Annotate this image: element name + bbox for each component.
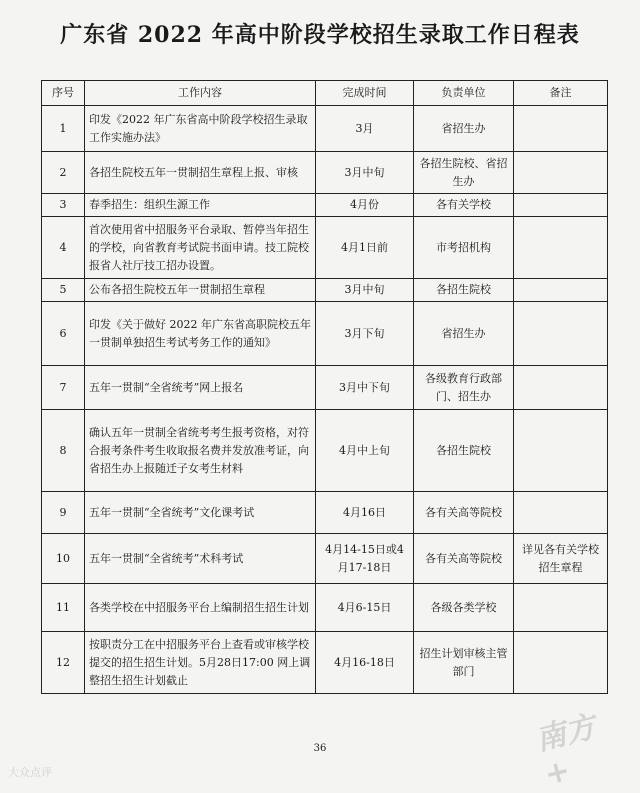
page-title: 广东省 2022 年高中阶段学校招生录取工作日程表: [60, 22, 580, 48]
header-unit: 负责单位: [414, 81, 514, 106]
row-number: 9: [42, 492, 85, 534]
watermark-stamp: 南方+: [532, 709, 600, 793]
row-unit: 市考招机构: [414, 217, 514, 279]
row-unit: 省招生办: [414, 106, 514, 152]
table-row: [42, 279, 608, 302]
row-unit: 招生计划审核主管部门: [414, 632, 514, 694]
row-note: [514, 106, 608, 152]
row-number: 3: [42, 194, 85, 217]
row-number: 4: [42, 217, 85, 279]
row-time: 4月16-18日: [316, 632, 414, 694]
table-header-row: [42, 81, 608, 106]
row-number: 1: [42, 106, 85, 152]
row-time: 4月中上旬: [316, 410, 414, 492]
row-content: 五年一贯制“全省统考”网上报名: [85, 366, 316, 410]
row-note: [514, 302, 608, 366]
row-note: [514, 217, 608, 279]
row-content: 春季招生：组织生源工作: [85, 194, 316, 217]
row-time: 3月中旬: [316, 152, 414, 194]
table-row: [42, 366, 608, 410]
row-unit: 省招生办: [414, 302, 514, 366]
row-time: 4月14-15日或4月17-18日: [316, 534, 414, 584]
row-unit: 各招生院校: [414, 279, 514, 302]
row-note: 详见各有关学校招生章程: [514, 534, 608, 584]
row-note: [514, 194, 608, 217]
table-row: [42, 194, 608, 217]
table-row: [42, 302, 608, 366]
row-unit: 各级各类学校: [414, 584, 514, 632]
row-content: 印发《关于做好 2022 年广东省高职院校五年一贯制单独招生考试考务工作的通知》: [85, 302, 316, 366]
row-unit: 各有关学校: [414, 194, 514, 217]
row-note: [514, 492, 608, 534]
row-number: 7: [42, 366, 85, 410]
row-content: 公布各招生院校五年一贯制招生章程: [85, 279, 316, 302]
row-number: 10: [42, 534, 85, 584]
row-note: [514, 410, 608, 492]
table-row: [42, 152, 608, 194]
row-note: [514, 632, 608, 694]
table-row: [42, 632, 608, 694]
row-number: 12: [42, 632, 85, 694]
row-unit: 各级教育行政部门、招生办: [414, 366, 514, 410]
row-content: 五年一贯制“全省统考”术科考试: [85, 534, 316, 584]
row-time: 4月16日: [316, 492, 414, 534]
watermark-logo: 大众点评: [8, 766, 52, 779]
row-note: [514, 584, 608, 632]
page-number: 36: [313, 743, 327, 754]
row-note: [514, 279, 608, 302]
row-number: 2: [42, 152, 85, 194]
table-row: [42, 410, 608, 492]
row-number: 8: [42, 410, 85, 492]
table-row: [42, 584, 608, 632]
row-content: 确认五年一贯制全省统考考生报考资格，对符合报考条件考生收取报名费并发放准考证，向省招生办上报随迁子女考生材料: [85, 410, 316, 492]
row-number: 11: [42, 584, 85, 632]
table-row: [42, 534, 608, 584]
header-note: 备注: [514, 81, 608, 106]
row-unit: 各招生院校: [414, 410, 514, 492]
row-content: 五年一贯制“全省统考”文化课考试: [85, 492, 316, 534]
row-number: 5: [42, 279, 85, 302]
row-content: 各类学校在中招服务平台上编制招生招生计划: [85, 584, 316, 632]
row-content: 印发《2022 年广东省高中阶段学校招生录取工作实施办法》: [85, 106, 316, 152]
header-no: 序号: [42, 81, 85, 106]
header-content: 工作内容: [85, 81, 316, 106]
row-time: 3月中下旬: [316, 366, 414, 410]
row-note: [514, 366, 608, 410]
row-content: 首次使用省中招服务平台录取、暂停当年招生的学校，向省教育考试院书面申请。技工院校报省人社厅技工招办设置。: [85, 217, 316, 279]
row-time: 4月份: [316, 194, 414, 217]
schedule-table: [41, 80, 608, 694]
row-content: 各招生院校五年一贯制招生章程上报、审核: [85, 152, 316, 194]
table-row: [42, 492, 608, 534]
table-row: [42, 217, 608, 279]
row-time: 4月1日前: [316, 217, 414, 279]
header-time: 完成时间: [316, 81, 414, 106]
row-content: 按职责分工在中招服务平台上查看或审核学校提交的招生招生计划。5月28日17:00 网上调整招生招生计划截止: [85, 632, 316, 694]
table-row: [42, 106, 608, 152]
row-note: [514, 152, 608, 194]
row-unit: 各有关高等院校: [414, 492, 514, 534]
row-unit: 各招生院校、省招生办: [414, 152, 514, 194]
row-time: 3月下旬: [316, 302, 414, 366]
row-unit: 各有关高等院校: [414, 534, 514, 584]
row-time: 4月6-15日: [316, 584, 414, 632]
row-time: 3月: [316, 106, 414, 152]
row-number: 6: [42, 302, 85, 366]
row-time: 3月中旬: [316, 279, 414, 302]
